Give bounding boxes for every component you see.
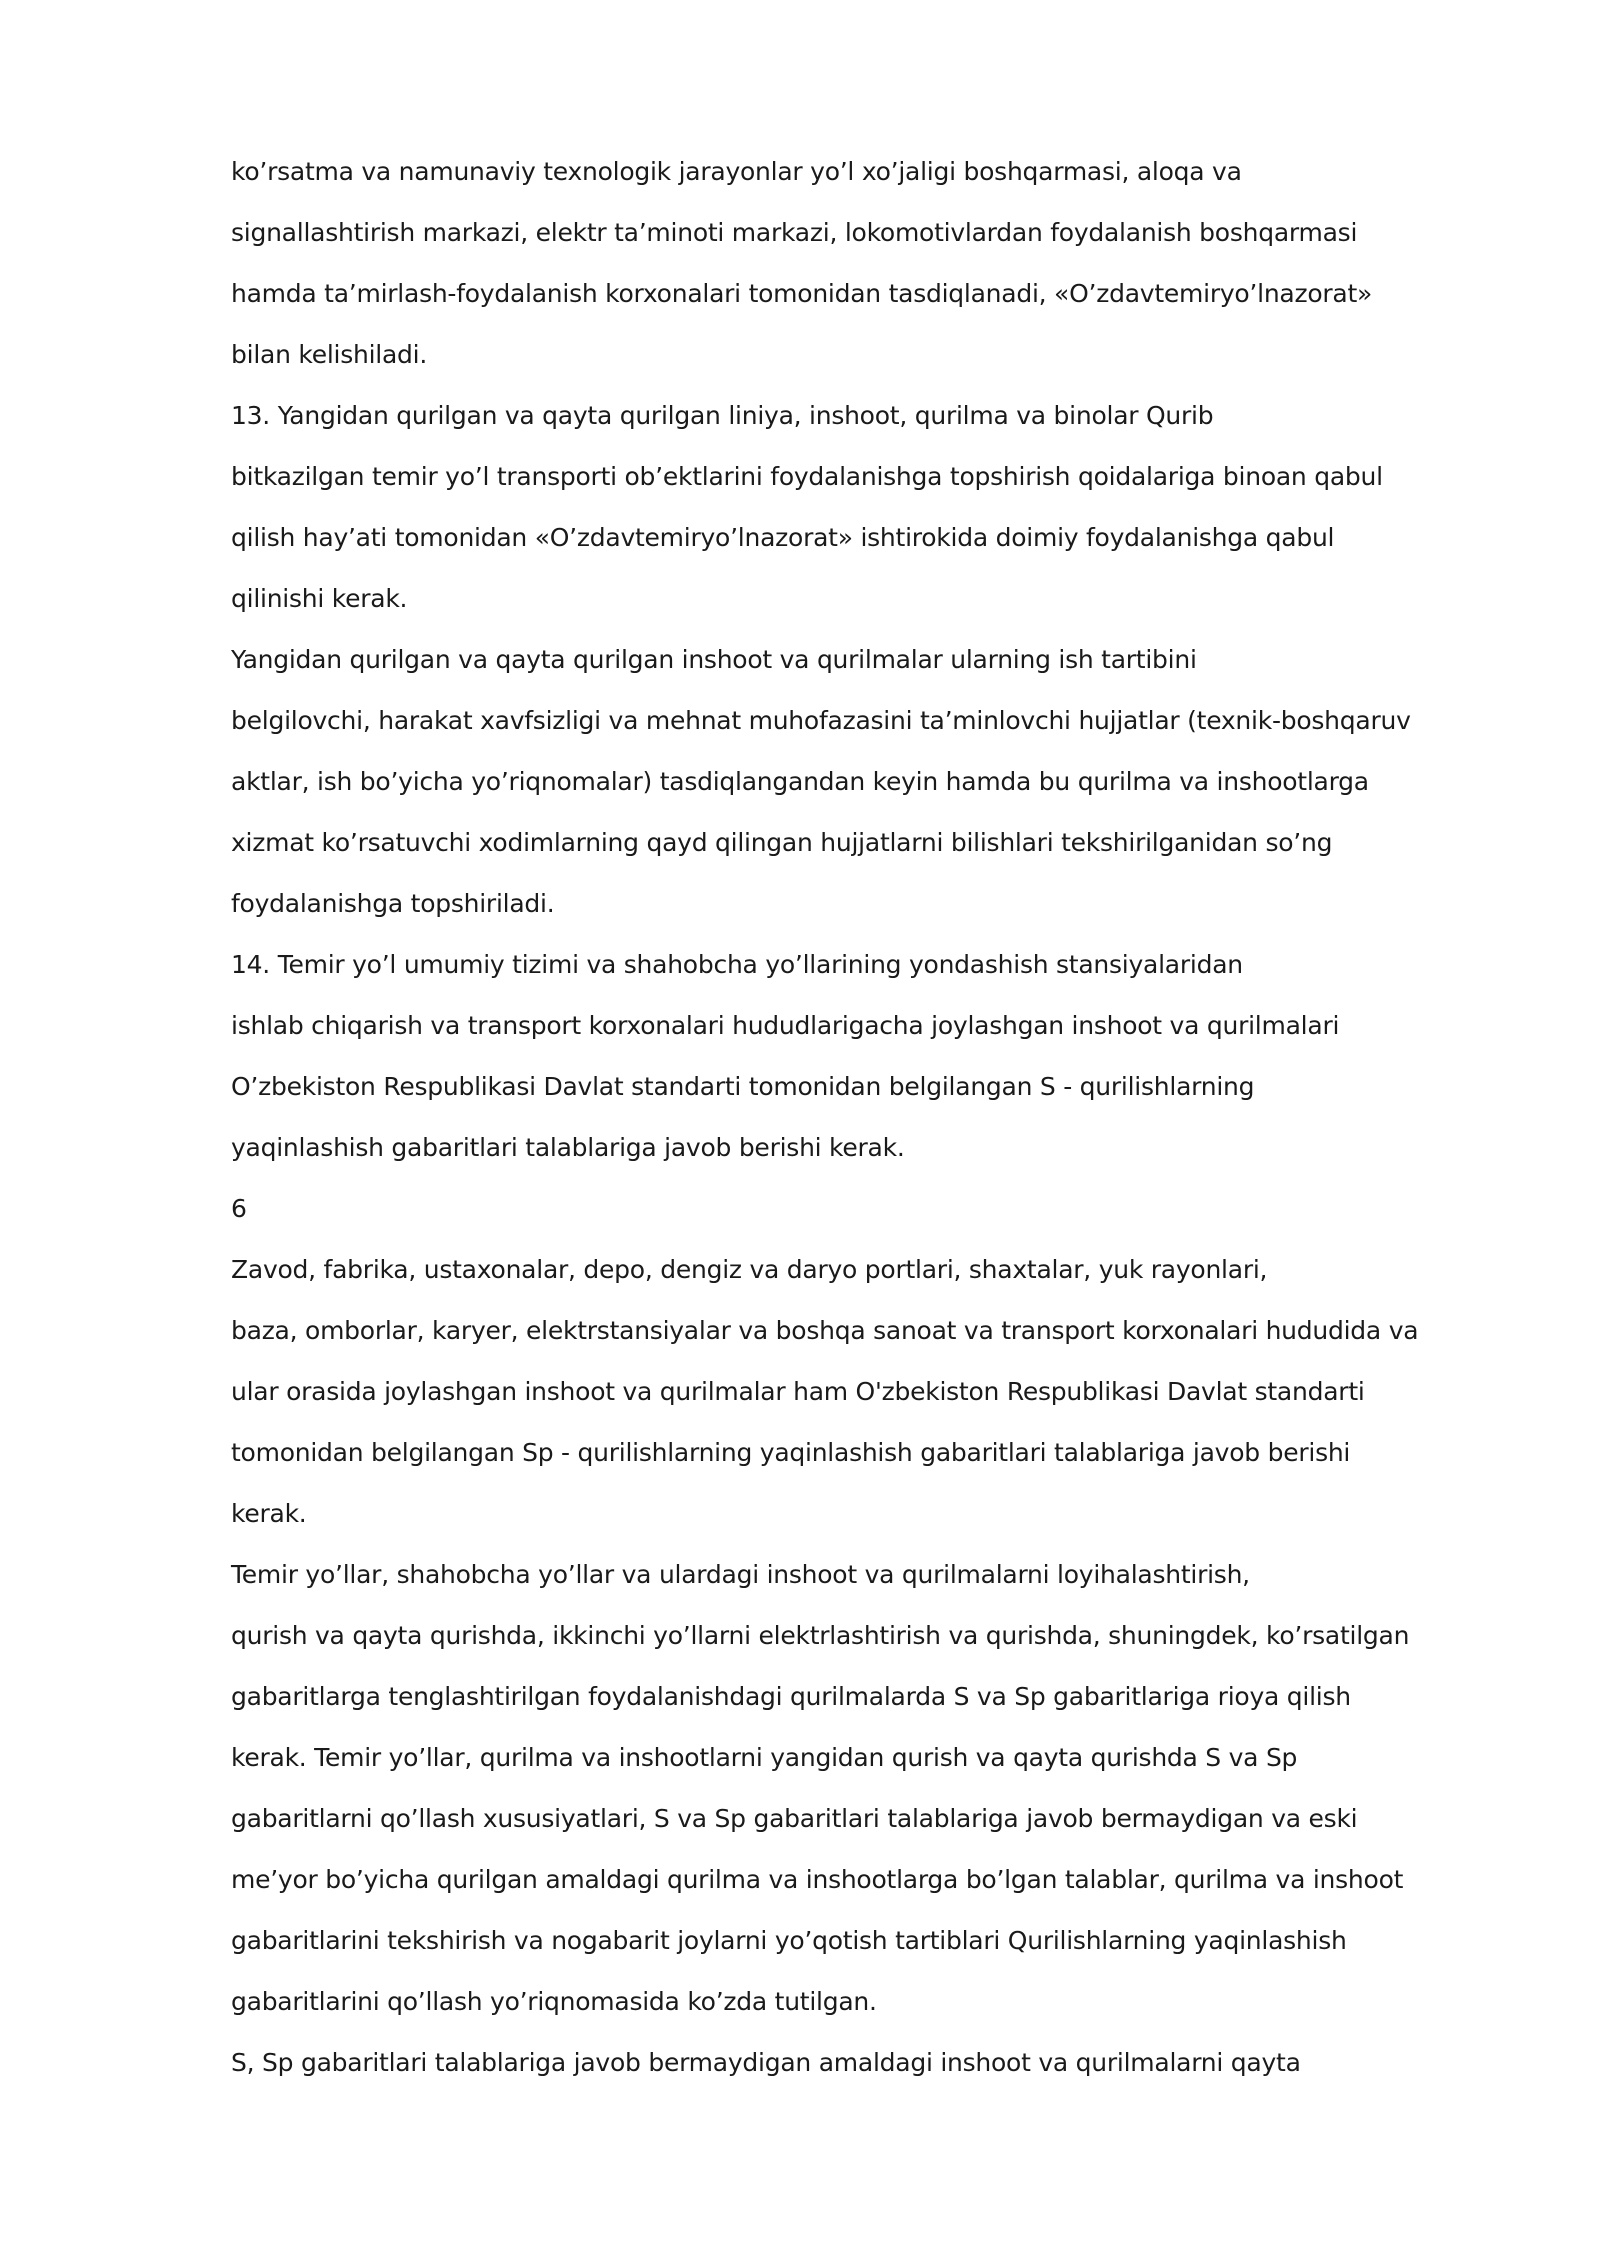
page-number: 6 xyxy=(231,1194,247,1223)
text-line: ular orasida joylashgan inshoot va qurilmalar ham O'zbekiston Respublikasi Davlat standarti xyxy=(231,1377,1365,1406)
paragraph-start-line: Temir yo’llar, shahobcha yo’llar va ulardagi inshoot va qurilmalarni loyihalashtirish, xyxy=(231,1560,1250,1589)
text-line: gabaritlarini tekshirish va nogabarit joylarni yo’qotish tartiblari Qurilishlarning yaqinlashish xyxy=(231,1926,1347,1955)
text-line: me’yor bo’yicha qurilgan amaldagi qurilma va inshootlarga bo’lgan talablar, qurilma va inshoot xyxy=(231,1865,1404,1894)
text-line: gabaritlarni qo’llash xususiyatlari, S va Sp gabaritlari talablariga javob bermaydigan va eski xyxy=(231,1804,1358,1833)
paragraph-start-line: S, Sp gabaritlari talablariga javob bermaydigan amaldagi inshoot va qurilmalarni qayta xyxy=(231,2048,1301,2077)
text-line: gabaritlarga tenglashtirilgan foydalanishdagi qurilmalarda S va Sp gabaritlariga rioya qilish xyxy=(231,1682,1351,1711)
text-line: hamda ta’mirlash-foydalanish korxonalari tomonidan tasdiqlanadi, «O’zdavtemiryo’lnazorat» xyxy=(231,279,1373,308)
text-line: O’zbekiston Respublikasi Davlat standarti tomonidan belgilangan S - qurilishlarning xyxy=(231,1072,1255,1101)
text-line: ishlab chiqarish va transport korxonalari hududlarigacha joylashgan inshoot va qurilmalari xyxy=(231,1011,1340,1040)
text-line: tomonidan belgilangan Sp - qurilishlarning yaqinlashish gabaritlari talablariga javob berishi xyxy=(231,1438,1351,1467)
text-line: kerak. xyxy=(231,1499,307,1528)
text-line: baza, omborlar, karyer, elektrstansiyalar va boshqa sanoat va transport korxonalari hududida va xyxy=(231,1316,1419,1345)
text-line: yaqinlashish gabaritlari talablariga javob berishi kerak. xyxy=(231,1133,905,1162)
text-line: belgilovchi, harakat xavfsizligi va mehnat muhofazasini ta’minlovchi hujjatlar (texnik-boshqaruv xyxy=(231,706,1411,735)
text-line: kerak. Temir yo’llar, qurilma va inshootlarni yangidan qurish va qayta qurishda S va Sp xyxy=(231,1743,1298,1772)
text-line: signallashtirish markazi, elektr ta’minoti markazi, lokomotivlardan foydalanish boshqarmasi xyxy=(231,218,1358,247)
text-line: ko’rsatma va namunaviy texnologik jarayonlar yo’l xo’jaligi boshqarmasi, aloqa va xyxy=(231,157,1242,186)
section-13-heading-line: 13. Yangidan qurilgan va qayta qurilgan liniya, inshoot, qurilma va binolar Qurib xyxy=(231,401,1214,430)
document-text-block xyxy=(231,148,1431,2100)
text-line: bitkazilgan temir yo’l transporti ob’ektlarini foydalanishga topshirish qoidalariga binoan qabul xyxy=(231,462,1383,491)
text-line: gabaritlarini qo’llash yo’riqnomasida ko’zda tutilgan. xyxy=(231,1987,877,2016)
text-line: qilish hay’ati tomonidan «O’zdavtemiryo’lnazorat» ishtirokida doimiy foydalanishga qabul xyxy=(231,523,1335,552)
text-line: aktlar, ish bo’yicha yo’riqnomalar) tasdiqlangandan keyin hamda bu qurilma va inshootlarga xyxy=(231,767,1369,796)
text-line: xizmat ko’rsatuvchi xodimlarning qayd qilingan hujjatlarni bilishlari tekshirilganidan so’ng xyxy=(231,828,1333,857)
text-line: qurish va qayta qurishda, ikkinchi yo’llarni elektrlashtirish va qurishda, shuningdek, ko’rsatilgan xyxy=(231,1621,1410,1650)
text-line: bilan kelishiladi. xyxy=(231,340,428,369)
section-14-heading-line: 14. Temir yo’l umumiy tizimi va shahobcha yo’llarining yondashish stansiyalaridan xyxy=(231,950,1243,979)
text-line: qilinishi kerak. xyxy=(231,584,408,613)
text-line: foydalanishga topshiriladi. xyxy=(231,889,555,918)
paragraph-start-line: Yangidan qurilgan va qayta qurilgan inshoot va qurilmalar ularning ish tartibini xyxy=(231,645,1197,674)
paragraph-start-line: Zavod, fabrika, ustaxonalar, depo, dengiz va daryo portlari, shaxtalar, yuk rayonlari, xyxy=(231,1255,1268,1284)
